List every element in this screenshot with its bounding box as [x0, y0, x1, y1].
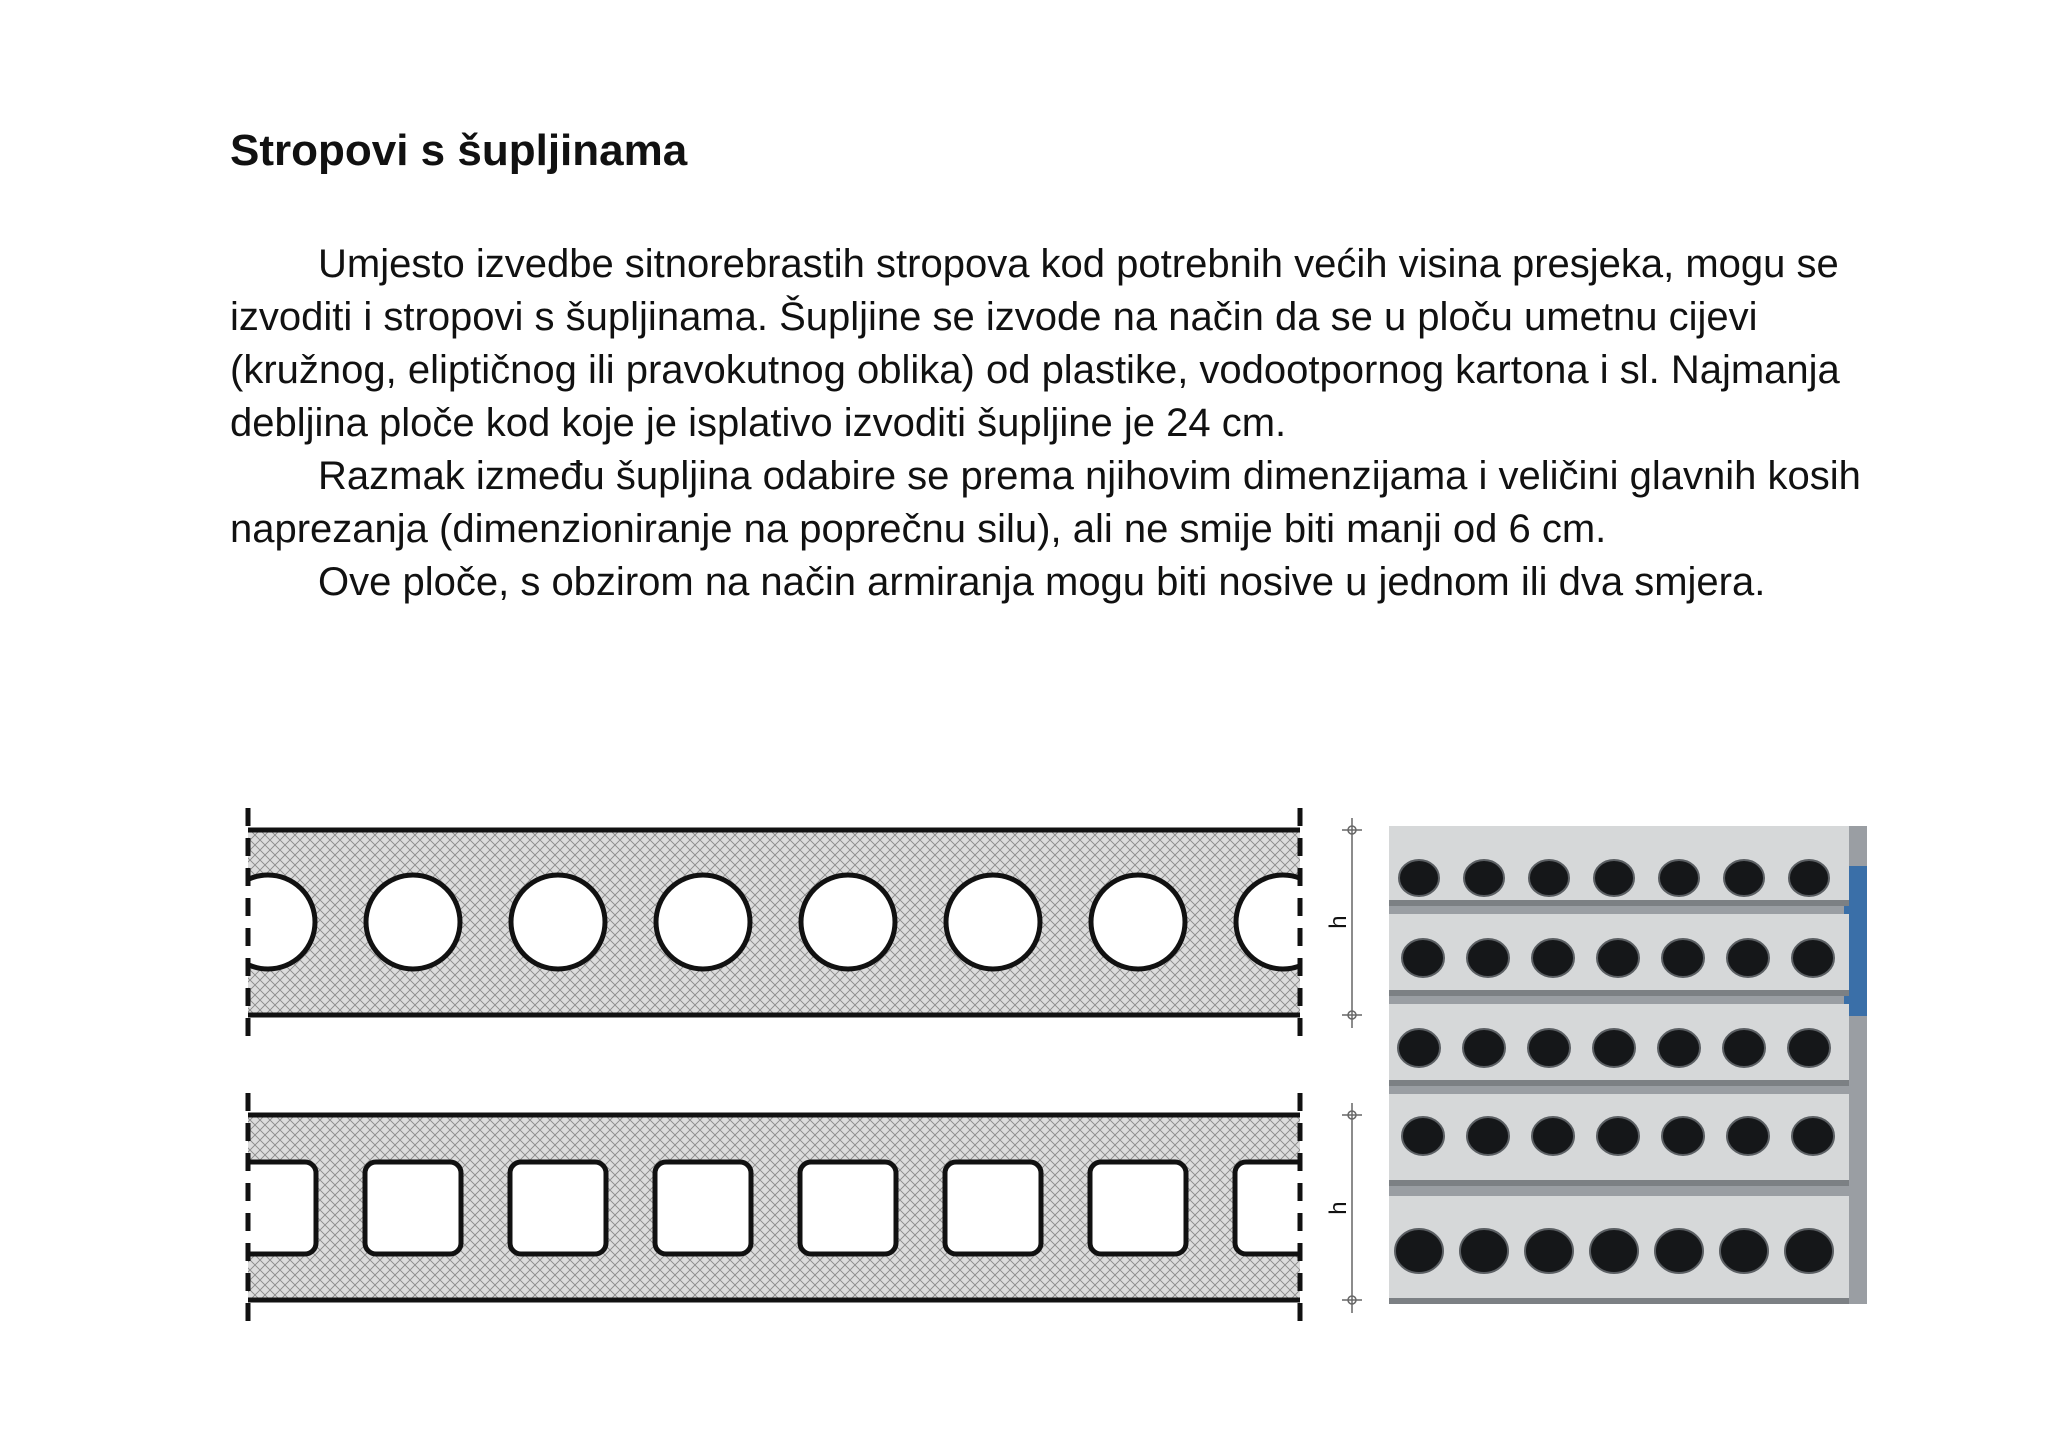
slab-core-hole: [1467, 939, 1509, 977]
void-rectangle: [800, 1162, 896, 1254]
slab-rectangular-voids: [220, 1093, 1331, 1325]
slab-core-hole: [1720, 1229, 1768, 1273]
slab-core-hole: [1464, 860, 1504, 896]
void-circle: [221, 875, 315, 969]
dimension-h-top: [1325, 818, 1362, 1028]
slab-core-hole: [1792, 1117, 1834, 1155]
paragraph-1: Umjesto izvedbe sitnorebrastih stropova kod potrebnih većih visina presjeka, mogu se izvoditi i stropovi s šupljinama. Šupljine se izvode na način da se u ploču umetnu cijevi (kružnog, eliptičnog ili pravokutnog oblika) od plastike, vodootpornog kartona i sl. Najmanja debljina ploče kod koje je isplativo izvoditi šupljine je 24 cm.: [230, 242, 1840, 445]
slab-row-shadow: [1389, 1298, 1849, 1304]
slab-core-hole: [1727, 939, 1769, 977]
slab-core-hole: [1597, 1117, 1639, 1155]
slab-core-hole: [1402, 939, 1444, 977]
page-title: Stropovi s šupljinama: [230, 126, 688, 175]
void-circle: [656, 875, 750, 969]
slab-core-hole: [1655, 1229, 1703, 1273]
slab-core-hole: [1460, 1229, 1508, 1273]
slab-core-hole: [1658, 1029, 1700, 1067]
slab-row-shadow: [1389, 1080, 1849, 1086]
slab-core-hole: [1398, 1029, 1440, 1067]
slab-core-hole: [1659, 860, 1699, 896]
void-rectangle: [655, 1162, 751, 1254]
slab-rows: [1389, 826, 1849, 1304]
void-rectangle: [220, 1162, 316, 1254]
slab-core-hole: [1532, 939, 1574, 977]
slab-core-hole: [1463, 1029, 1505, 1067]
dimension-label: h: [1325, 915, 1352, 929]
void-rectangle: [945, 1162, 1041, 1254]
void-rectangle: [365, 1162, 461, 1254]
slab-core-hole: [1593, 1029, 1635, 1067]
void-circle: [366, 875, 460, 969]
slab-core-hole: [1789, 860, 1829, 896]
slab-row-shadow: [1389, 990, 1849, 996]
dimension-h-bottom: [1325, 1103, 1362, 1313]
dimension-label: h: [1325, 1201, 1352, 1215]
slab-core-hole: [1723, 1029, 1765, 1067]
slab-core-hole: [1727, 1117, 1769, 1155]
paragraph-2: Razmak između šupljina odabire se prema njihovim dimenzijama i veličini glavnih kosih naprezanja (dimenzioniranje na poprečnu silu), ali ne smije biti manji od 6 cm.: [230, 454, 1861, 551]
void-rectangle: [510, 1162, 606, 1254]
photo-illustration: [1389, 826, 1867, 1304]
slab-row-shadow: [1389, 1180, 1849, 1186]
slab-core-hole: [1399, 860, 1439, 896]
slab-core-hole: [1792, 939, 1834, 977]
slab-core-hole: [1590, 1229, 1638, 1273]
void-rectangle: [1235, 1162, 1331, 1254]
hollow-core-slabs-photo: [1389, 826, 1867, 1304]
slab-core-hole: [1525, 1229, 1573, 1273]
slab-core-hole: [1532, 1117, 1574, 1155]
slab-row-shadow: [1389, 900, 1849, 906]
slab-core-hole: [1395, 1229, 1443, 1273]
slab-core-hole: [1528, 1029, 1570, 1067]
slab-core-hole: [1788, 1029, 1830, 1067]
void-rectangle: [1090, 1162, 1186, 1254]
slab-core-hole: [1662, 939, 1704, 977]
paragraph-3: Ove ploče, s obzirom na način armiranja mogu biti nosive u jednom ili dva smjera.: [318, 560, 1766, 604]
slab-core-hole: [1724, 860, 1764, 896]
slab-core-hole: [1594, 860, 1634, 896]
void-circle: [1236, 875, 1330, 969]
void-circle: [801, 875, 895, 969]
void-circle: [1091, 875, 1185, 969]
slab-core-hole: [1662, 1117, 1704, 1155]
slab-core-hole: [1529, 860, 1569, 896]
void-circle: [946, 875, 1040, 969]
slab-core-hole: [1597, 939, 1639, 977]
void-circle: [511, 875, 605, 969]
slab-circular-voids: [221, 808, 1330, 1040]
slab-core-hole: [1467, 1117, 1509, 1155]
slab-core-hole: [1785, 1229, 1833, 1273]
slab-core-hole: [1402, 1117, 1444, 1155]
